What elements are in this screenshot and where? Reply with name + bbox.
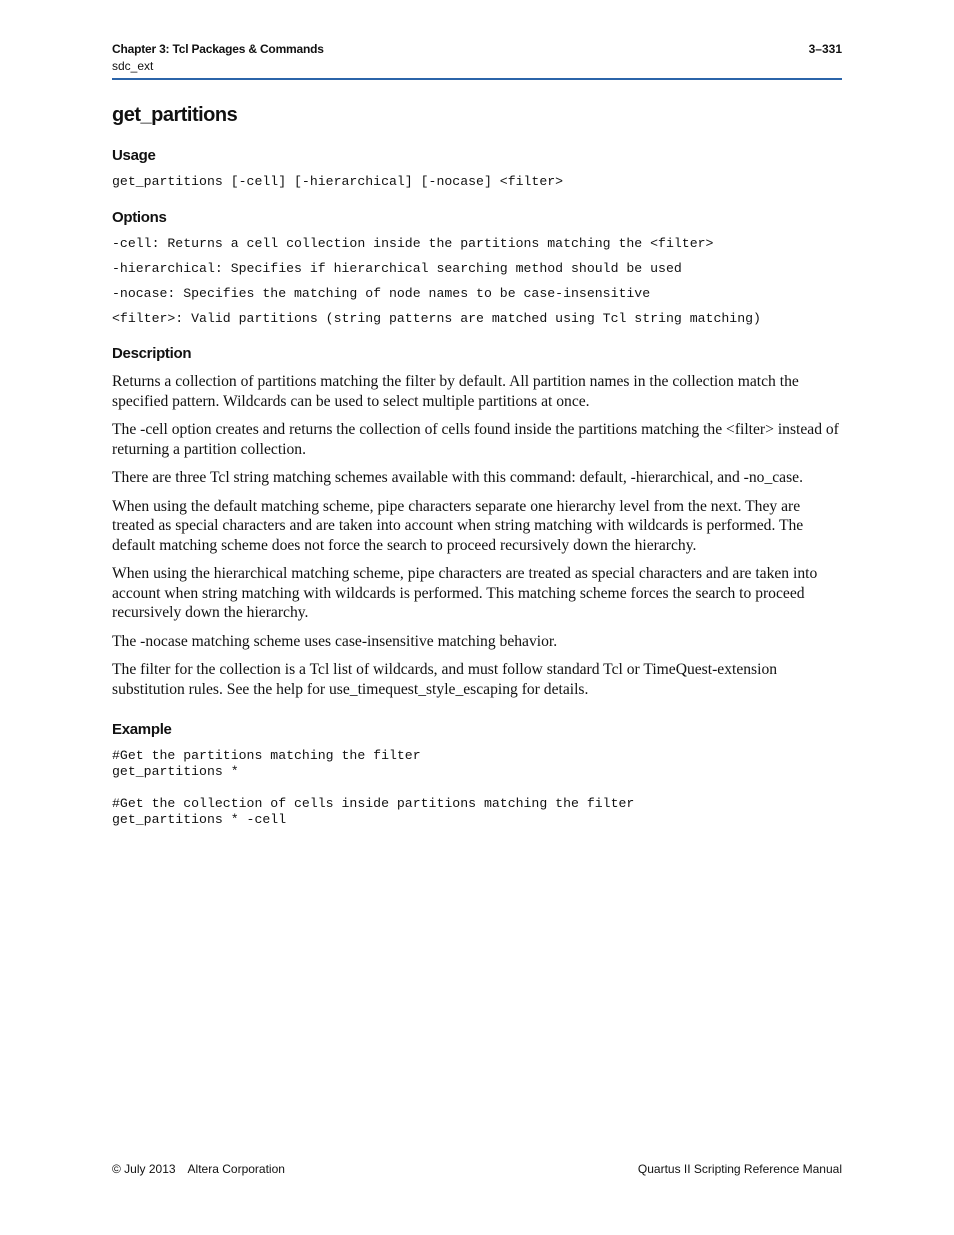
description-paragraph: There are three Tcl string matching schemes available with this command: default, -hierarchical, and -no_case. [112,469,803,486]
option-hierarchical: -hierarchical: Specifies if hierarchical searching method should be used [112,261,682,276]
footer-left [112,1162,285,1176]
usage-syntax: get_partitions [-cell] [-hierarchical] [-nocase] <filter> [112,174,564,189]
description-paragraph: The filter for the collection is a Tcl list of wildcards, and must follow standard Tcl or TimeQuest-extension substitution rules. See the help for use_timequest_style_escaping for details. [112,661,778,698]
page-number: 3–331 [808,42,842,56]
main-content [112,104,842,828]
description-body [112,372,842,699]
description-paragraph: Returns a collection of partitions matching the filter by default. All partition names in the collection match the specified pattern. Wildcards can be used to select multiple partitions at once. [112,373,799,410]
description-paragraph: When using the hierarchical matching scheme, pipe characters are treated as special characters and are taken into account when string matching with wildcards is performed. This matching scheme forces the search to proceed recursively down the hierarchy. [112,565,818,621]
options-list [112,236,842,327]
command-title: get_partitions [112,104,238,126]
description-paragraph: The -nocase matching scheme uses case-insensitive matching behavior. [112,632,558,650]
page-header [112,42,842,80]
footer-company: Altera Corporation [187,1162,285,1176]
usage-heading: Usage [112,147,156,164]
description-paragraph: The -cell option creates and returns the collection of cells found inside the partitions matching the <filter> instead of returning a partition collection. [112,421,839,458]
footer-date: © July 2013 [112,1162,176,1176]
options-heading: Options [112,209,167,226]
description-heading: Description [112,345,192,362]
section-name: sdc_ext [112,59,154,73]
description-paragraph: When using the default matching scheme, pipe characters separate one hierarchy level from the next. They are treated as special characters and are taken into account when string matching with wildcards is performed. The default matching scheme does not force the search to proceed recursively down the hierarchy. [112,497,804,554]
chapter-title: Chapter 3: Tcl Packages & Commands [112,42,324,56]
option-cell: -cell: Returns a cell collection inside the partitions matching the <filter> [112,236,714,251]
example-code: #Get the partitions matching the filter get_partitions * #Get the collection of cells inside partitions matching the filter get_partitions * -cell [112,748,635,827]
option-nocase: -nocase: Specifies the matching of node names to be case-insensitive [112,286,651,301]
option-filter: <filter>: Valid partitions (string patterns are matched using Tcl string matching) [112,311,761,326]
example-heading: Example [112,721,172,738]
footer-manual-title: Quartus II Scripting Reference Manual [637,1162,842,1176]
